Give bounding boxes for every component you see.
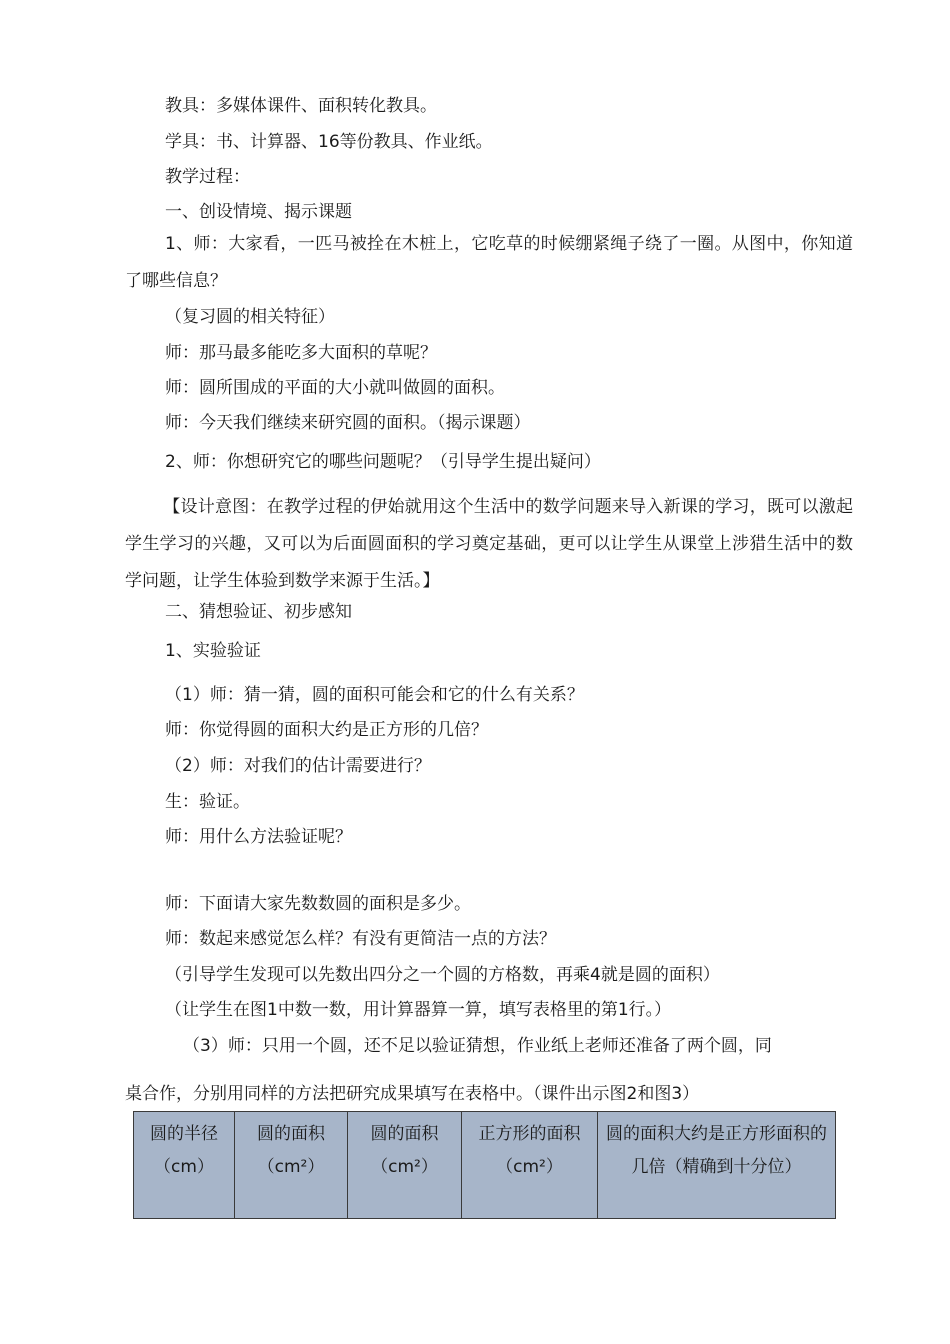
count-area-line: 师：下面请大家先数数圆的面积是多少。	[165, 894, 471, 914]
table-header-row	[134, 1112, 836, 1219]
header-circle-area-2: 圆的面积（cm²）	[348, 1112, 462, 1219]
design-intent-paragraph: 【设计意图：在教学过程的伊始就用这个生活中的数学问题来导入新课的学习，既可以激起学生学习的兴趣，又可以为后面圆面积的学习奠定基础，更可以让学生从课堂上涉猎生活中的数学问题，让学生体验到数学来源于生活。】	[125, 497, 853, 591]
teacher-line-area-question: 师：那马最多能吃多大面积的草呢？	[165, 343, 437, 363]
simpler-method-line: 师：数起来感觉怎么样？有没有更简洁一点的方法？	[165, 929, 556, 949]
student-tools-line: 学具：书、计算器、16等份教具、作业纸。	[165, 132, 493, 152]
results-table	[133, 1111, 836, 1219]
experiment-heading: 1、实验验证	[165, 641, 261, 661]
teacher-line-area-definition: 师：圆所围成的平面的大小就叫做圆的面积。	[165, 378, 505, 398]
header-radius: 圆的半径（cm）	[134, 1112, 235, 1219]
header-multiple: 圆的面积大约是正方形面积的几倍（精确到十分位）	[598, 1112, 836, 1219]
fill-table-line: （让学生在图1中数一数，用计算器算一算，填写表格里的第1行。）	[165, 1000, 672, 1020]
group-work-line: 桌合作，分别用同样的方法把研究成果填写在表格中。（课件出示图2和图3）	[125, 1084, 700, 1104]
teaching-aids-line: 教具：多媒体课件、面积转化教具。	[165, 96, 437, 116]
guess-question-line: （1）师：猜一猜，圆的面积可能会和它的什么有关系？	[165, 685, 584, 705]
paragraph-horse-question: 1、师：大家看，一匹马被拴在木桩上，它吃草的时候绷紧绳子绕了一圈。从图中，你知道了哪些信息？	[125, 234, 853, 291]
header-circle-area-1: 圆的面积（cm²）	[235, 1112, 348, 1219]
method-question-line: 师：用什么方法验证呢？	[165, 827, 352, 847]
two-circles-line: （3）师：只用一个圆，还不足以验证猜想，作业纸上老师还准备了两个圆，同	[183, 1036, 772, 1056]
guide-quarter-line: （引导学生发现可以先数出四分之一个圆的方格数，再乘4就是圆的面积）	[165, 965, 720, 985]
estimate-question-line: （2）师：对我们的估计需要进行？	[165, 756, 431, 776]
review-circle-line: （复习圆的相关特征）	[165, 307, 335, 327]
header-square-area: 正方形的面积（cm²）	[462, 1112, 598, 1219]
multiple-question-line: 师：你觉得圆的面积大约是正方形的几倍？	[165, 720, 488, 740]
teacher-line-questions: 2、师：你想研究它的哪些问题呢？（引导学生提出疑问）	[165, 452, 601, 472]
section-one-heading: 一、创设情境、揭示课题	[165, 202, 352, 222]
student-answer-line: 生：验证。	[165, 792, 250, 812]
teacher-line-topic: 师：今天我们继续来研究圆的面积。（揭示课题）	[165, 413, 531, 433]
teaching-process-heading: 教学过程：	[165, 167, 250, 187]
section-two-heading: 二、猜想验证、初步感知	[165, 602, 352, 622]
